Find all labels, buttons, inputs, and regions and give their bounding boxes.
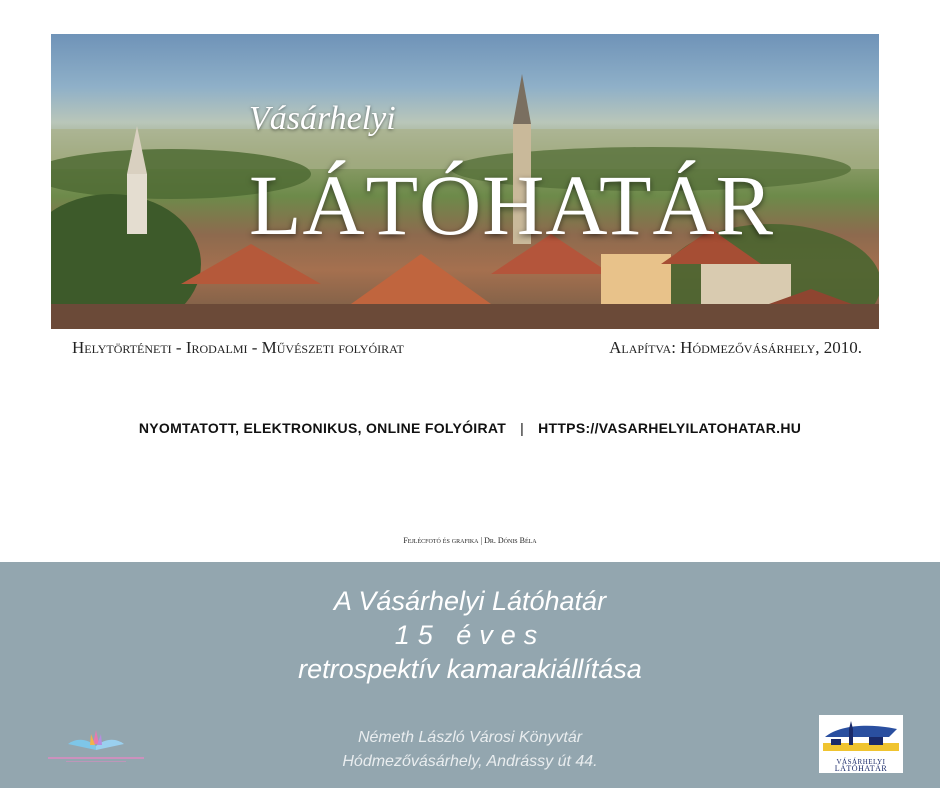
info-separator: | <box>520 420 525 436</box>
event-title-line3: retrospektív kamarakiállítása <box>298 654 642 684</box>
logo-text-top: VÁSÁRHELYI <box>836 758 886 766</box>
logo-text-bottom: LÁTÓHATÁR <box>834 764 888 773</box>
subtitle-left: Helytörténeti - Irodalmi - Művészeti folyóirat <box>72 338 404 357</box>
event-panel <box>0 562 940 788</box>
publication-info <box>0 420 940 436</box>
venue-info <box>0 726 940 774</box>
city-panorama-banner <box>51 34 879 329</box>
town-skyline-icon <box>819 715 903 759</box>
event-title-line2: 15 éves <box>394 620 546 650</box>
formats-text: NYOMTATOTT, ELEKTRONIKUS, ONLINE FOLYÓIRAT <box>138 420 507 436</box>
website-link[interactable]: HTTPS://VASARHELYILATOHATAR.HU <box>538 420 802 436</box>
banner-script-title: Vásárhelyi <box>249 100 396 137</box>
event-headline <box>0 584 940 686</box>
photo-credit: Fejlécfotó és grafika | Dr. Dónis Béla <box>403 536 537 545</box>
event-title-line1: A Vásárhelyi Látóhatár <box>333 586 607 616</box>
banner-main-title: LÁTÓHATÁR <box>249 157 774 253</box>
latohatar-logo <box>819 715 903 773</box>
subtitle-right: Alapítva: Hódmezővásárhely, 2010. <box>609 338 862 357</box>
venue-address: Hódmezővásárhely, Andrássy út 44. <box>342 753 598 770</box>
venue-name: Németh László Városi Könyvtár <box>357 729 583 746</box>
